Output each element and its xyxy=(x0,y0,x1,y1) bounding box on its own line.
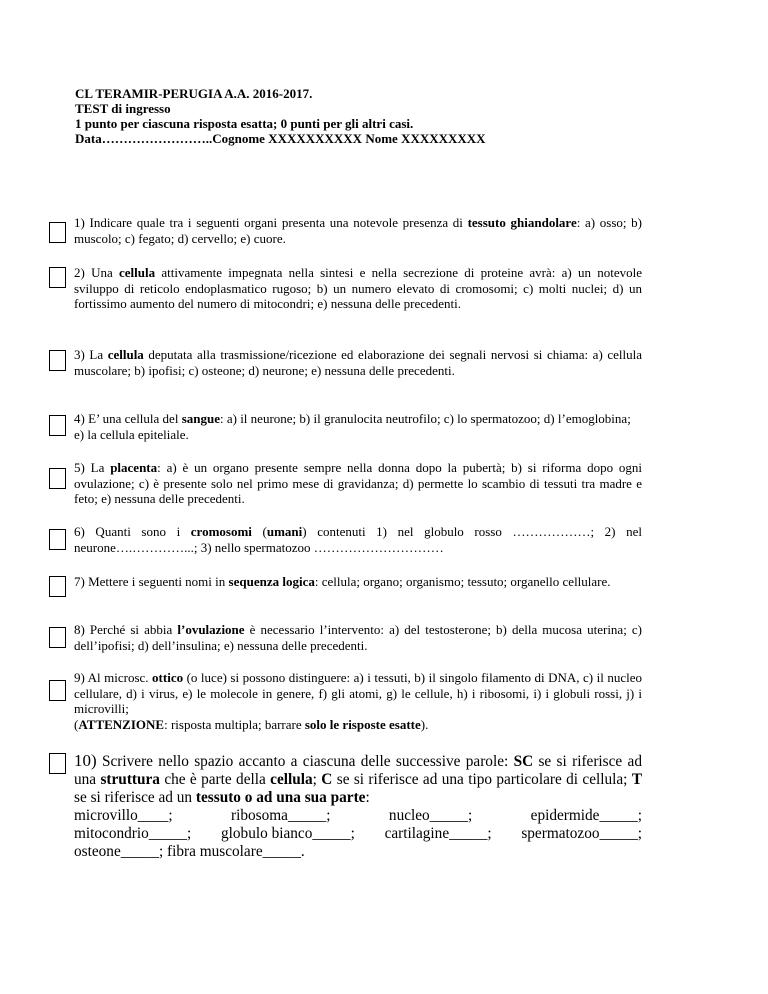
scoring-note: 1 punto per ciascuna risposta esatta; 0 punti per gli altri casi. xyxy=(75,116,414,131)
question-9 xyxy=(49,670,649,732)
question-5-text: 5) La placenta: a) è un organo presente sempre nella donna dopo la pubertà; b) si riforma dopo ogni ovulazione; c) è presente solo nel primo mese di gravidanza; d) permette lo scambio di tessuti tra madre e feto; e) nessuna delle precedenti. xyxy=(74,460,643,506)
term-row-1 xyxy=(74,807,642,825)
answer-checkbox-7[interactable] xyxy=(49,576,66,597)
question-2-text: 2) Una cellula attivamente impegnata nella sintesi e nella secrezione di proteine avrà: a) un notevole sviluppo di reticolo endoplasmatico rugoso; b) un numero elevato di cromosomi; c) molti nuclei; d) un fortissimo aumento del numero di mitocondri; e) nessuna delle precedenti. xyxy=(74,265,642,311)
term-cartilagine: cartilagine_____; xyxy=(384,825,492,842)
answer-checkbox-3[interactable] xyxy=(49,350,66,371)
question-8 xyxy=(49,622,649,653)
answer-checkbox-8[interactable] xyxy=(49,627,66,648)
answer-checkbox-5[interactable] xyxy=(49,468,66,489)
term-epidermide: epidermide_____; xyxy=(530,807,642,824)
test-header xyxy=(75,86,635,146)
question-10 xyxy=(49,752,649,861)
term-mitocondrio: mitocondrio_____; xyxy=(74,825,192,842)
answer-checkbox-9[interactable] xyxy=(49,680,66,701)
answer-checkbox-4[interactable] xyxy=(49,415,66,436)
term-ribosoma: ribosoma_____; xyxy=(231,807,331,824)
question-3 xyxy=(49,347,649,378)
answer-checkbox-10[interactable] xyxy=(49,753,66,774)
term-row-2 xyxy=(74,825,642,843)
question-2 xyxy=(49,265,649,312)
answer-checkbox-2[interactable] xyxy=(49,267,66,288)
test-title: TEST di ingresso xyxy=(75,101,171,116)
question-7 xyxy=(49,574,649,590)
question-10-text: 10) Scrivere nello spazio accanto a ciascuna delle successive parole: SC se si riferisce ad una struttura che è parte della cellula; C se si riferisce ad una tipo particolare di cellula; T se si riferisce ad un tessuto o ad una sua parte: microvillo____; ribosoma_____; nucleo_____; epidermide_____; mitocondrio_____; globulo bianco_____; cartilagine_____; spermatozoo_____; osteone_____; fibra muscolare_____. xyxy=(74,751,643,860)
term-nucleo: nucleo_____; xyxy=(388,807,473,824)
question-1 xyxy=(49,215,649,246)
question-7-text: 7) Mettere i seguenti nomi in sequenza logica: cellula; organo; organismo; tessuto; organello cellulare. xyxy=(74,574,611,589)
course-title: CL TERAMIR-PERUGIA A.A. 2016-2017. xyxy=(75,86,313,101)
question-4-text: 4) E’ una cellula del sangue: a) il neurone; b) il granulocita neutrofilo; c) lo spermatozoo; d) l’emoglobina; e) la cellula epiteliale. xyxy=(74,411,631,442)
question-6 xyxy=(49,524,649,555)
term-spermatozoo: spermatozoo_____; xyxy=(521,825,642,842)
student-info-line: Data……………………..Cognome XXXXXXXXXX Nome XXXXXXXXX xyxy=(75,131,486,146)
answer-checkbox-6[interactable] xyxy=(49,529,66,550)
question-5 xyxy=(49,460,649,507)
answer-checkbox-1[interactable] xyxy=(49,222,66,243)
term-row-3: osteone_____; fibra muscolare_____. xyxy=(74,843,305,860)
term-microvillo: microvillo____; xyxy=(74,807,173,824)
question-3-text: 3) La cellula deputata alla trasmissione/ricezione ed elaborazione dei segnali nervosi si chiama: a) cellula muscolare; b) ipofisi; c) osteone; d) neurone; e) nessuna delle precedenti. xyxy=(74,347,642,378)
question-8-text: 8) Perché si abbia l’ovulazione è necessario l’intervento: a) del testosterone; b) della mucosa uterina; c) dell’ipofisi; d) dell’insulina; e) nessuna delle precedenti. xyxy=(74,622,642,653)
question-1-text: 1) Indicare quale tra i seguenti organi presenta una notevole presenza di tessuto ghiandolare: a) osso; b) muscolo; c) fegato; d) cervello; e) cuore. xyxy=(74,215,643,246)
question-4 xyxy=(49,411,649,442)
term-globulo-bianco: globulo bianco_____; xyxy=(221,825,355,842)
question-6-text: 6) Quanti sono i cromosomi (umani) contenuti 1) nel globulo rosso ………………; 2) nel neurone….…………...; 3) nello spermatozoo ………………………… xyxy=(74,524,642,555)
question-9-text: 9) Al microsc. ottico (o luce) si possono distinguere: a) i tessuti, b) il singolo filamento di DNA, c) il nucleo cellulare, d) i virus, e) le molecole in genere, f) gli atomi, g) le cellule, h) i ribosomi, i) i globuli rossi, j) i microvilli; (ATTENZIONE: risposta multipla; barrare solo le risposte esatte). xyxy=(74,670,643,732)
